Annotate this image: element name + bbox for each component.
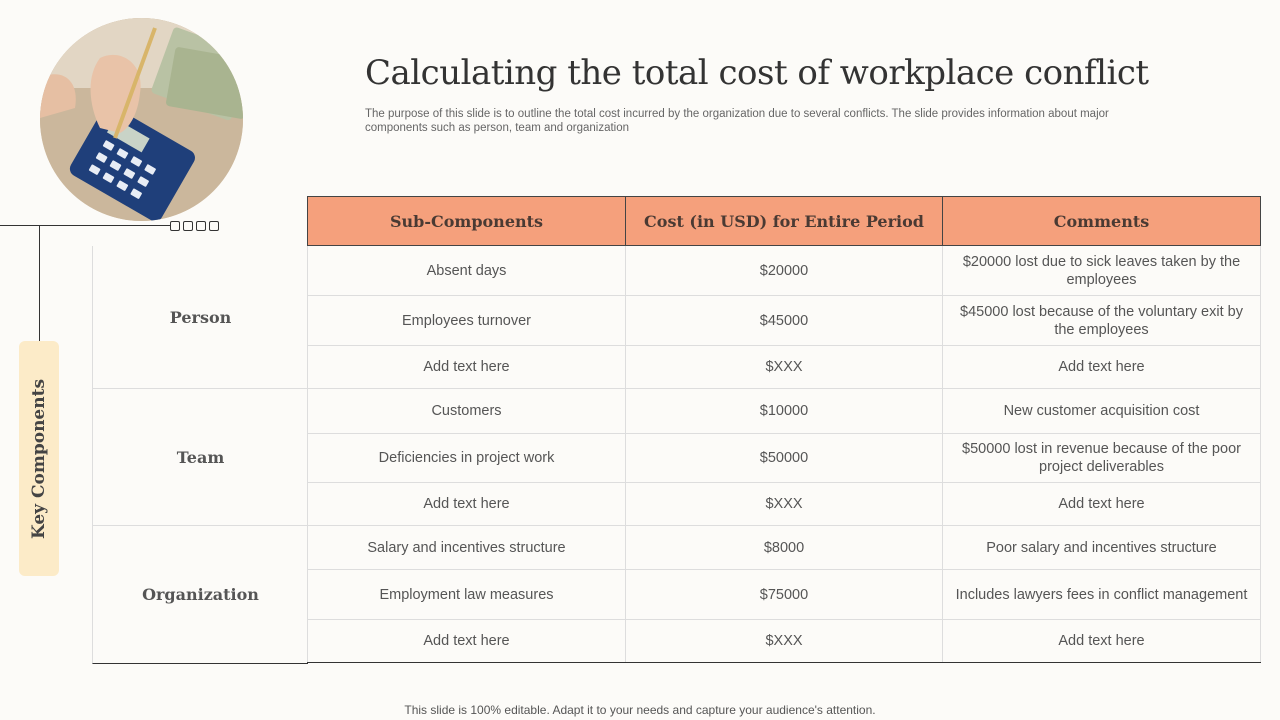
cost-cell: $XXX — [626, 483, 943, 526]
calculator-photo — [40, 18, 243, 221]
table-row — [308, 389, 1261, 434]
sub-component-cell: Employees turnover — [308, 296, 626, 346]
cost-table — [307, 196, 1261, 663]
sub-component-cell: Salary and incentives structure — [308, 526, 626, 570]
cost-cell: $50000 — [626, 434, 943, 483]
cost-cell: $45000 — [626, 296, 943, 346]
page-title: Calculating the total cost of workplace conflict — [365, 53, 1149, 93]
cost-cell: $20000 — [626, 246, 943, 296]
connector-line-horizontal — [0, 225, 172, 226]
table-row — [308, 526, 1261, 570]
table-row — [308, 434, 1261, 483]
sub-component-cell: Absent days — [308, 246, 626, 296]
decorative-dots — [170, 221, 219, 231]
header-sub-components: Sub-Components — [308, 197, 626, 246]
table-row — [308, 570, 1261, 620]
sub-component-cell: Add text here — [308, 346, 626, 389]
square-dot-icon — [196, 221, 206, 231]
page-subtitle: The purpose of this slide is to outline the total cost incurred by the organization due to several conflicts. The slide provides information about major components such as person, team and organization — [365, 108, 1109, 134]
calculator-illustration — [40, 18, 243, 221]
cost-cell: $XXX — [626, 620, 943, 663]
sub-component-cell: Deficiencies in project work — [308, 434, 626, 483]
sub-component-cell: Add text here — [308, 620, 626, 663]
group-team: Team — [93, 389, 308, 526]
comment-cell: New customer acquisition cost — [943, 389, 1261, 434]
footer-note: This slide is 100% editable. Adapt it to your needs and capture your audience's attention. — [404, 703, 876, 717]
header-cost: Cost (in USD) for Entire Period — [626, 197, 943, 246]
connector-line-vertical — [39, 225, 40, 342]
table-header-row — [308, 197, 1261, 246]
header-comments: Comments — [943, 197, 1261, 246]
cost-cell: $8000 — [626, 526, 943, 570]
cost-cell: $XXX — [626, 346, 943, 389]
table-row — [308, 246, 1261, 296]
comment-cell: $45000 lost because of the voluntary exit by the employees — [943, 296, 1261, 346]
key-components-text: Key Components — [29, 378, 49, 539]
table-row — [308, 346, 1261, 389]
group-column — [92, 246, 308, 664]
table-row — [308, 483, 1261, 526]
table-row — [308, 296, 1261, 346]
square-dot-icon — [209, 221, 219, 231]
comment-cell: Poor salary and incentives structure — [943, 526, 1261, 570]
comment-cell: $50000 lost in revenue because of the poor project deliverables — [943, 434, 1261, 483]
square-dot-icon — [170, 221, 180, 231]
comment-cell: $20000 lost due to sick leaves taken by the employees — [943, 246, 1261, 296]
comment-cell: Add text here — [943, 620, 1261, 663]
sub-component-cell: Customers — [308, 389, 626, 434]
sub-component-cell: Add text here — [308, 483, 626, 526]
cost-cell: $75000 — [626, 570, 943, 620]
comment-cell: Add text here — [943, 346, 1261, 389]
cost-cell: $10000 — [626, 389, 943, 434]
key-components-label — [19, 341, 59, 576]
sub-component-cell: Employment law measures — [308, 570, 626, 620]
square-dot-icon — [183, 221, 193, 231]
group-organization: Organization — [142, 585, 259, 604]
comment-cell: Includes lawyers fees in conflict management — [943, 570, 1261, 620]
comment-cell: Add text here — [943, 483, 1261, 526]
group-person: Person — [93, 246, 308, 389]
table-row — [308, 620, 1261, 663]
